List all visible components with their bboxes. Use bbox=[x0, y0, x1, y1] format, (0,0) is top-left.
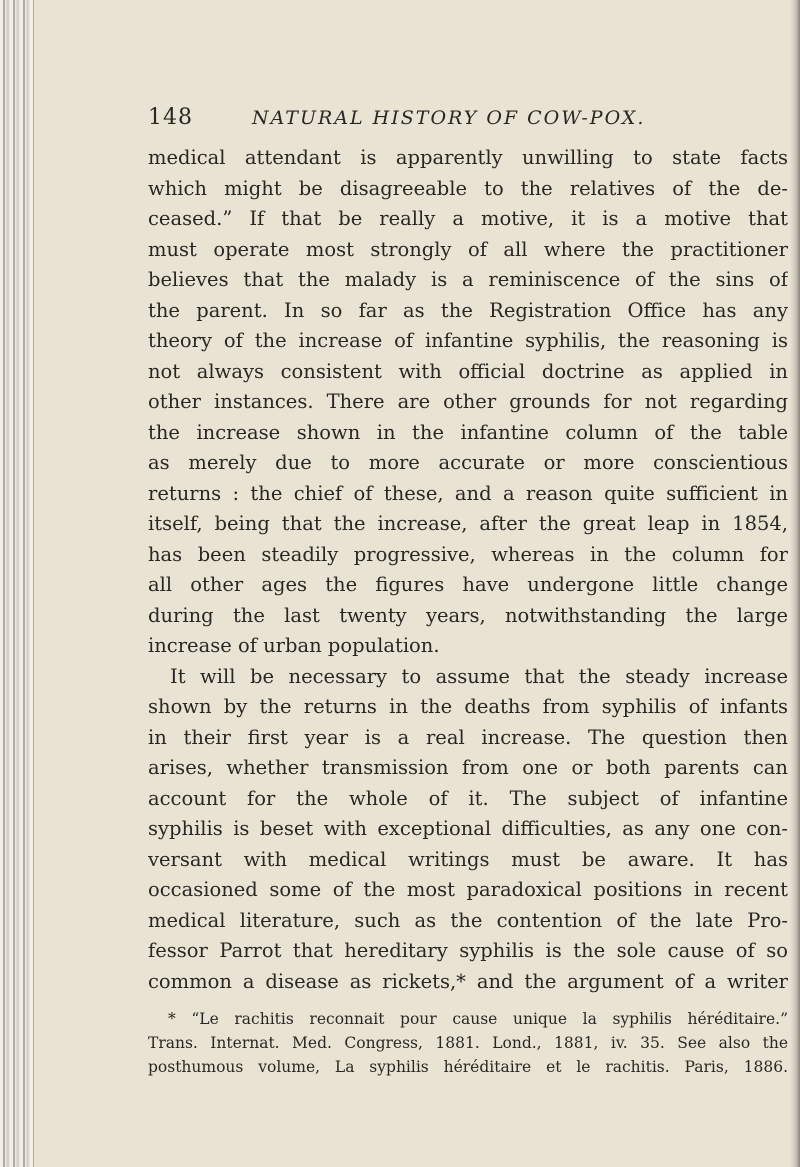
running-title: NATURAL HISTORY OF COW-POX. bbox=[252, 107, 646, 129]
text-line: theory of the increase of infantine syphilis, the reasoning is bbox=[148, 329, 788, 352]
text-line: which might be disagreeable to the relatives of the de- bbox=[148, 176, 788, 200]
footnote-line: Trans. Internat. Med. Congress, 1881. Lond., 1881, iv. 35. See also the bbox=[148, 1034, 788, 1052]
text-line: not always consistent with official doctrine as applied in bbox=[148, 359, 788, 383]
text-line: during the last twenty years, notwithstanding the large bbox=[148, 603, 788, 627]
body-text bbox=[148, 143, 788, 997]
footnote-line: * “Le rachitis reconnait pour cause unique la syphilis héréditaire.” bbox=[168, 1010, 788, 1028]
text-line: returns : the chief of these, and a reason quite sufficient in bbox=[148, 481, 788, 505]
page-header bbox=[148, 105, 788, 139]
footnote bbox=[148, 1007, 788, 1079]
text-line: other instances. There are other grounds for not regarding bbox=[148, 390, 788, 413]
text-line: account for the whole of it. The subject of infantine bbox=[148, 786, 788, 810]
text-line: medical attendant is apparently unwilling to state facts bbox=[148, 146, 788, 169]
text-line: shown by the returns in the deaths from syphilis of infants bbox=[148, 695, 788, 718]
text-line: the parent. In so far as the Registration Office has any bbox=[148, 298, 788, 322]
text-line: medical literature, such as the contention of the late Pro- bbox=[148, 908, 788, 932]
text-line: in their first year is a real increase. The question then bbox=[148, 725, 788, 749]
paragraph-1 bbox=[148, 143, 788, 662]
text-line: It will be necessary to assume that the steady increase bbox=[170, 664, 788, 688]
text-line: versant with medical writings must be aware. It has bbox=[148, 847, 788, 871]
text-line: increase of urban population. bbox=[148, 634, 440, 657]
book-page bbox=[148, 105, 788, 1079]
paragraph-2 bbox=[148, 662, 788, 998]
text-line: itself, being that the increase, after the great leap in 1854, bbox=[148, 512, 788, 535]
text-line: occasioned some of the most paradoxical positions in recent bbox=[148, 878, 788, 901]
text-line: common a disease as rickets,* and the argument of a writer bbox=[148, 969, 788, 993]
text-line: believes that the malady is a reminiscence of the sins of bbox=[148, 268, 788, 291]
text-line: must operate most strongly of all where the practitioner bbox=[148, 237, 788, 261]
page-number: 148 bbox=[148, 105, 193, 130]
text-line: syphilis is beset with exceptional difficulties, as any one con- bbox=[148, 817, 788, 840]
text-line: all other ages the figures have undergone little change bbox=[148, 573, 788, 596]
page-edge-shadow bbox=[790, 0, 800, 1167]
text-line: ceased.” If that be really a motive, it is a motive that bbox=[148, 207, 788, 230]
text-line: has been steadily progressive, whereas in the column for bbox=[148, 542, 788, 566]
text-line: the increase shown in the infantine column of the table bbox=[148, 420, 788, 444]
text-line: as merely due to more accurate or more conscientious bbox=[148, 451, 788, 474]
book-binding-edge bbox=[0, 0, 34, 1167]
text-line: fessor Parrot that hereditary syphilis is the sole cause of so bbox=[148, 939, 788, 962]
footnote-line: posthumous volume, La syphilis héréditaire et le rachitis. Paris, 1886. bbox=[148, 1058, 788, 1076]
text-line: arises, whether transmission from one or both parents can bbox=[148, 756, 788, 779]
